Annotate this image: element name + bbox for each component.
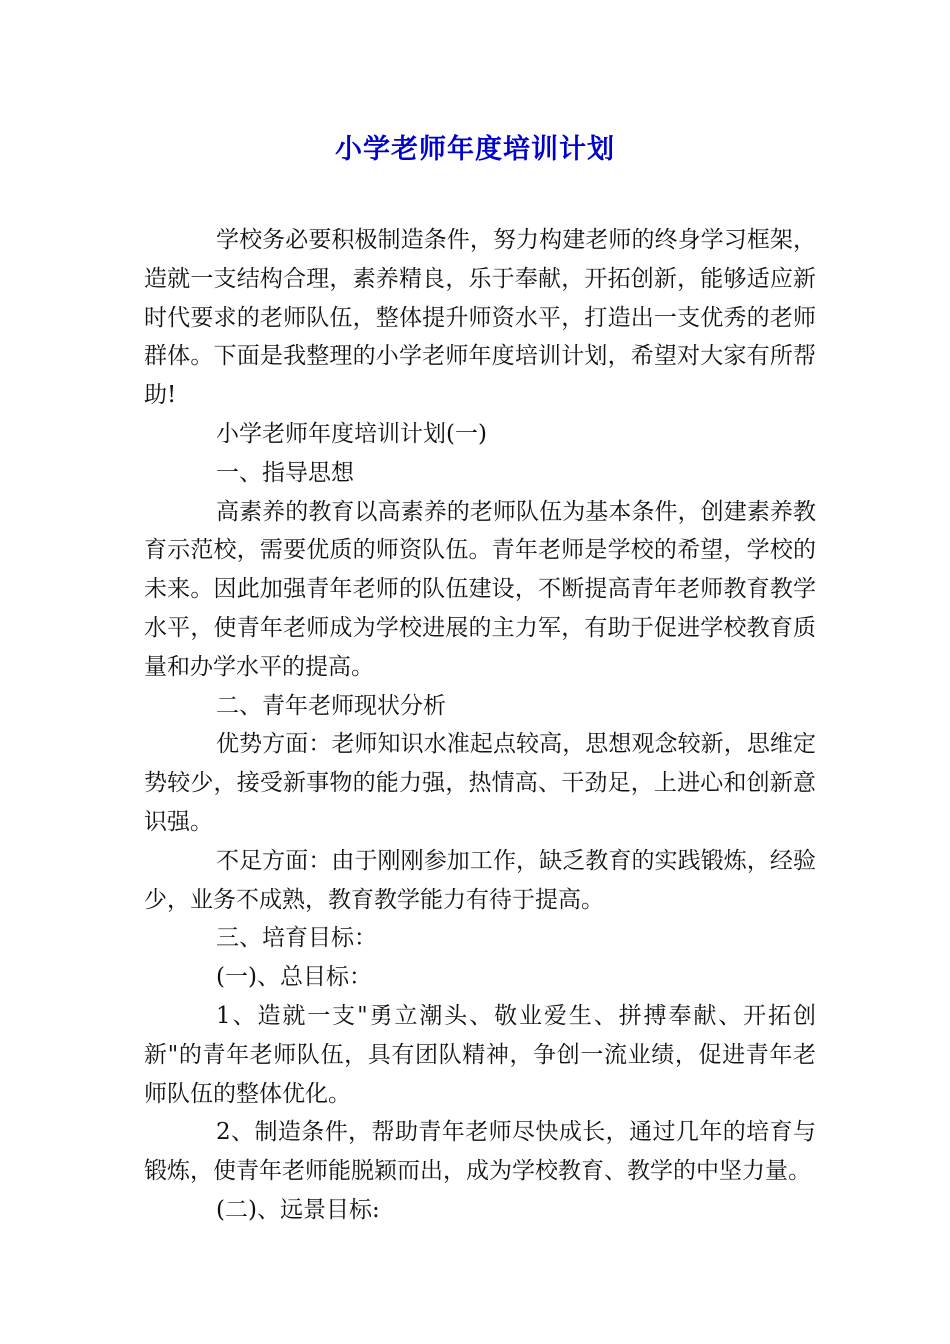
paragraph-plan-heading: 小学老师年度培训计划(一) — [216, 420, 487, 447]
document-body — [144, 221, 816, 1230]
paragraph-goal-1: 1、造就一支"勇立潮头、敬业爱生、拼搏奉献、开拓创新"的青年老师队伍，具有团队精神，争创一流业绩，促进青年老师队伍的整体优化。 — [144, 1002, 816, 1107]
section-heading-training-goals: 三、培育目标： — [216, 925, 377, 952]
paragraph-weaknesses: 不足方面：由于刚刚参加工作，缺乏教育的实践锻炼，经验少，业务不成熟，教育教学能力有待于提高。 — [144, 847, 816, 913]
document-title: 小学老师年度培训计划 — [335, 134, 615, 165]
paragraph-strengths: 优势方面：老师知识水准起点较高，思想观念较新，思维定势较少，接受新事物的能力强，热情高、干劲足，上进心和创新意识强。 — [144, 731, 816, 835]
paragraph-guiding-thought: 高素养的教育以高素养的老师队伍为基本条件，创建素养教育示范校，需要优质的师资队伍。青年老师是学校的希望，学校的未来。因此加强青年老师的队伍建设，不断提高青年老师教育教学水平，使青年老师成为学校进展的主力军，有助于促进学校教育质量和办学水平的提高。 — [144, 498, 816, 680]
subsection-heading-long-term-goal: (二)、远景目标: — [216, 1196, 380, 1223]
paragraph-goal-2: 2、制造条件，帮助青年老师尽快成长，通过几年的培育与锻炼，使青年老师能脱颖而出，成为学校教育、教学的中坚力量。 — [144, 1119, 816, 1185]
subsection-heading-overall-goal: (一)、总目标： — [216, 964, 372, 991]
paragraph-intro: 学校务必要积极制造条件，努力构建老师的终身学习框架，造就一支结构合理，素养精良，乐于奉献，开拓创新，能够适应新时代要求的老师队伍，整体提升师资水平，打造出一支优秀的老师群体。下面是我整理的小学老师年度培训计划，希望对大家有所帮助! — [144, 227, 816, 409]
section-heading-status-analysis: 二、青年老师现状分析 — [216, 692, 446, 719]
section-heading-guiding-thought: 一、指导思想 — [216, 459, 354, 486]
